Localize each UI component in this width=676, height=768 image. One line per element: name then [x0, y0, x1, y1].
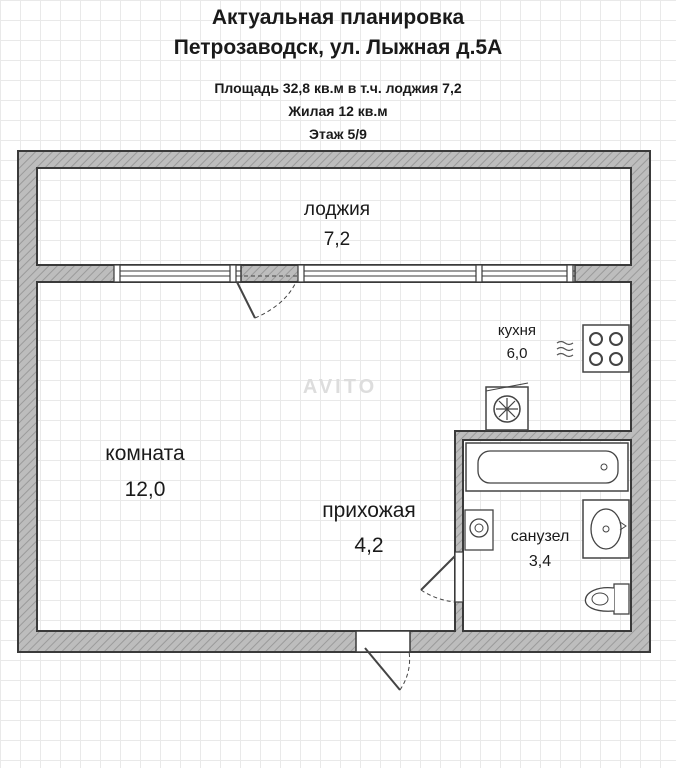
room-name-hallway: прихожая: [322, 499, 416, 522]
bathtub-icon: [466, 443, 628, 491]
walls: [18, 151, 650, 652]
total-area: Площадь 32,8 кв.м в т.ч. лоджия 7,2: [214, 80, 462, 96]
plan-title: Актуальная планировка: [211, 6, 465, 29]
room-area-room: 12,0: [124, 478, 166, 501]
door-icon: [356, 631, 410, 690]
heater-icon: [557, 342, 573, 357]
room-name-loggia: лоджия: [303, 199, 371, 220]
door-icon: [421, 552, 463, 602]
washing-machine-icon: [465, 510, 493, 550]
window-icon: [298, 265, 575, 282]
room-area-hallway: 4,2: [354, 534, 384, 557]
room-area-bathroom: 3,4: [528, 553, 552, 570]
toilet-icon: [585, 584, 629, 614]
living-area: Жилая 12 кв.м: [288, 103, 388, 119]
stove-icon: [583, 325, 629, 372]
window-icon: [114, 265, 241, 282]
washing-machine-icon: [486, 383, 528, 430]
room-name-kitchen: кухня: [497, 322, 537, 339]
room-area-kitchen: 6,0: [506, 345, 528, 362]
room-name-room: комната: [105, 442, 185, 465]
floor-info: Этаж 5/9: [309, 126, 367, 142]
watermark: AVITO: [302, 376, 378, 398]
room-area-loggia: 7,2: [323, 229, 351, 250]
room-name-bathroom: санузел: [510, 528, 570, 545]
plan-address: Петрозаводск, ул. Лыжная д.5А: [173, 36, 503, 59]
sink-icon: [583, 500, 629, 558]
